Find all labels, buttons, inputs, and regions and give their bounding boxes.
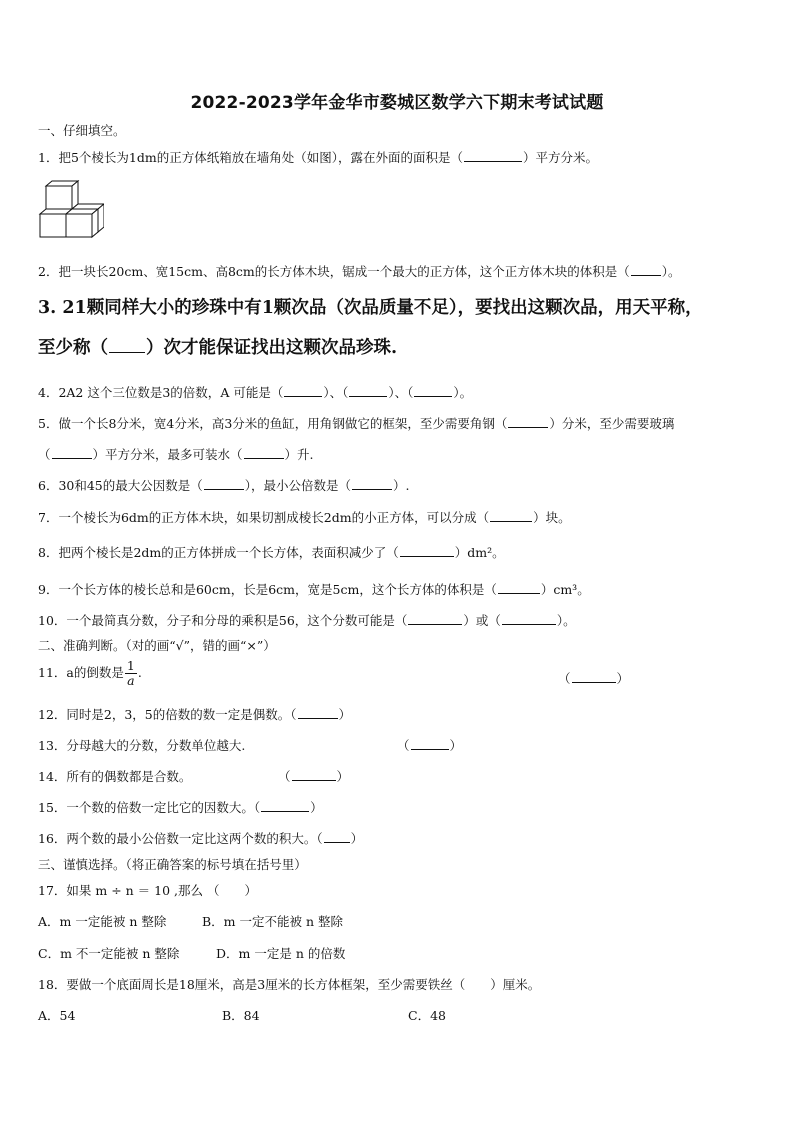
q2-text-a: 2．把一块长20cm、宽15cm、高8cm的长方体木块，锯成一个最大的正方体，这个正方体木块的体积是（: [38, 264, 630, 279]
question-10: [38, 611, 576, 629]
q11-answer-blank[interactable]: [572, 671, 616, 683]
question-17-stem: 17．如果 m ÷ n ＝ 10 ,那么 （ ）: [38, 883, 257, 898]
q7-answer-blank[interactable]: [490, 510, 532, 522]
q17-option-d[interactable]: D．m 一定是 n 的倍数: [216, 946, 346, 961]
q15-answer-blank[interactable]: [261, 800, 309, 812]
question-13-answer: [397, 736, 462, 754]
q4-text-a: 4．2A2 这个三位数是3的倍数，A 可能是（: [38, 385, 284, 400]
question-11-answer: [558, 669, 629, 687]
q8-text-a: 8．把两个棱长是2dm的正方体拼成一个长方体，表面积减少了（: [38, 545, 399, 560]
q4-text-c: ）、（: [388, 385, 414, 400]
q3-answer-blank[interactable]: [109, 337, 145, 353]
q9-text-a: 9．一个长方体的棱长总和是60cm，长是6cm，宽是5cm，这个长方体的体积是（: [38, 582, 497, 597]
q4-answer-blank-3[interactable]: [414, 385, 452, 397]
q7-text-b: ）块。: [533, 510, 571, 525]
q1-text-a: 1．把5个棱长为1dm的正方体纸箱放在墙角处（如图），露在外面的面积是（: [38, 150, 463, 165]
q10-answer-blank-1[interactable]: [408, 613, 462, 625]
q4-text-b: ）、（: [323, 385, 349, 400]
q10-answer-blank-2[interactable]: [502, 613, 556, 625]
question-15: [38, 798, 323, 816]
q9-text-b: ）cm³。: [540, 582, 590, 597]
question-4: [38, 383, 472, 401]
q13-text-b: （: [397, 738, 410, 753]
q8-answer-blank[interactable]: [400, 545, 454, 557]
q2-answer-blank[interactable]: [631, 264, 661, 276]
question-16: [38, 829, 363, 847]
q4-answer-blank-1[interactable]: [284, 385, 322, 397]
q8-text-b: ）dm²。: [454, 545, 505, 560]
question-7: [38, 508, 571, 526]
q6-answer-blank-1[interactable]: [204, 478, 244, 490]
q11-text-d: ）: [616, 671, 630, 686]
q17-option-a[interactable]: A．m 一定能被 n 整除: [38, 914, 167, 929]
question-3-line-2: [38, 334, 397, 359]
q5-text-e: ）升.: [284, 447, 314, 462]
question-14: [38, 767, 191, 785]
question-5-line-1: [38, 414, 674, 432]
q16-text-b: ）: [350, 831, 364, 846]
q5-text-c: （: [38, 447, 51, 462]
q4-text-d: ）。: [453, 385, 473, 400]
q10-text-c: ）。: [556, 613, 576, 628]
q6-text-b: ），最小公倍数是（: [244, 478, 352, 493]
q5-answer-blank-2[interactable]: [52, 447, 92, 459]
q11-fraction-numerator: 1: [126, 658, 135, 673]
question-18-options: [38, 1006, 446, 1024]
question-1: [38, 148, 598, 166]
q6-text-c: ）.: [393, 478, 410, 493]
question-9: [38, 580, 590, 598]
q5-text-d: ）平方分米，最多可装水（: [92, 447, 243, 462]
q1-text-b: ）平方分米。: [522, 150, 598, 165]
q7-text-a: 7．一个棱长为6dm的正方体木块，如果切割成棱长2dm的小正方体，可以分成（: [38, 510, 490, 525]
q18-option-b[interactable]: B．84: [222, 1008, 260, 1023]
q1-answer-blank[interactable]: [464, 150, 522, 162]
question-8: [38, 543, 505, 561]
question-12: [38, 705, 351, 723]
question-18-stem: 18．要做一个底面周长是18厘米，高是3厘米的长方体框架，至少需要铁丝（ ）厘米。: [38, 977, 541, 992]
q13-answer-blank[interactable]: [411, 738, 449, 750]
stacked-cubes-figure: [38, 180, 104, 242]
q12-text-b: ）: [338, 707, 352, 722]
q10-text-a: 10．一个最简真分数，分子和分母的乘积是56，这个分数可能是（: [38, 613, 408, 628]
q5-answer-blank-3[interactable]: [244, 447, 284, 459]
q10-text-b: ）或（: [463, 613, 501, 628]
q6-answer-blank-2[interactable]: [352, 478, 392, 490]
q16-answer-blank[interactable]: [324, 831, 350, 843]
q6-text-a: 6．30和45的最大公因数是（: [38, 478, 203, 493]
q11-fraction-denominator: a: [127, 673, 135, 688]
q17-option-c[interactable]: C．m 不一定能被 n 整除: [38, 946, 180, 961]
q3-text-c: ）次才能保证找出这颗次品珍珠.: [146, 338, 398, 358]
q14-text-b: （: [278, 769, 291, 784]
question-2: [38, 262, 681, 280]
q14-text-c: ）: [336, 769, 350, 784]
section-2-heading: 二、准确判断。（对的画“√”，错的画“×”）: [38, 638, 276, 653]
question-17-options-row-1: [38, 912, 343, 930]
q3-text-b: 至少称（: [38, 338, 108, 358]
q18-option-c[interactable]: C．48: [408, 1008, 446, 1023]
question-6: [38, 476, 410, 494]
q11-fraction: [125, 659, 137, 688]
q11-text-a: 11．a的倒数是: [38, 665, 124, 680]
q11-text-c: （: [558, 671, 571, 686]
q18-option-a[interactable]: A．54: [38, 1008, 76, 1023]
q2-text-b: ）。: [661, 264, 681, 279]
q4-answer-blank-2[interactable]: [349, 385, 387, 397]
q14-answer-blank[interactable]: [292, 769, 336, 781]
q5-text-a: 5．做一个长8分米，宽4分米，高3分米的鱼缸，用角钢做它的框架，至少需要角钢（: [38, 416, 508, 431]
q13-text-c: ）: [449, 738, 463, 753]
question-11: [38, 659, 142, 688]
q16-text-a: 16．两个数的最小公倍数一定比这两个数的积大。（: [38, 831, 323, 846]
q11-text-b: .: [137, 665, 142, 680]
question-3-line-1: 3. 21颗同样大小的珍珠中有1颗次品（次品质量不足），要找出这颗次品，用天平称，: [38, 298, 703, 318]
q15-text-b: ）: [310, 800, 323, 815]
q5-text-b: ）分米，至少需要玻璃: [549, 416, 675, 431]
q17-option-b[interactable]: B．m 一定不能被 n 整除: [202, 914, 344, 929]
section-1-heading: 一、仔细填空。: [38, 123, 126, 138]
q9-answer-blank[interactable]: [498, 582, 540, 594]
page-title: 2022-2023学年金华市婺城区数学六下期末考试试题: [190, 93, 604, 113]
question-13: [38, 736, 245, 754]
q5-answer-blank-1[interactable]: [508, 416, 548, 428]
q12-answer-blank[interactable]: [298, 707, 338, 719]
question-17-options-row-2: [38, 944, 345, 962]
q15-text-a: 15．一个数的倍数一定比它的因数大。（: [38, 800, 261, 815]
section-3-heading: 三、谨慎选择。（将正确答案的标号填在括号里）: [38, 857, 307, 872]
q14-text-a: 14．所有的偶数都是合数。: [38, 769, 192, 784]
q12-text-a: 12．同时是2，3，5的倍数的数一定是偶数。（: [38, 707, 297, 722]
q13-text-a: 13．分母越大的分数，分数单位越大.: [38, 738, 246, 753]
question-5-line-2: [38, 445, 314, 463]
question-14-answer: [278, 767, 349, 785]
